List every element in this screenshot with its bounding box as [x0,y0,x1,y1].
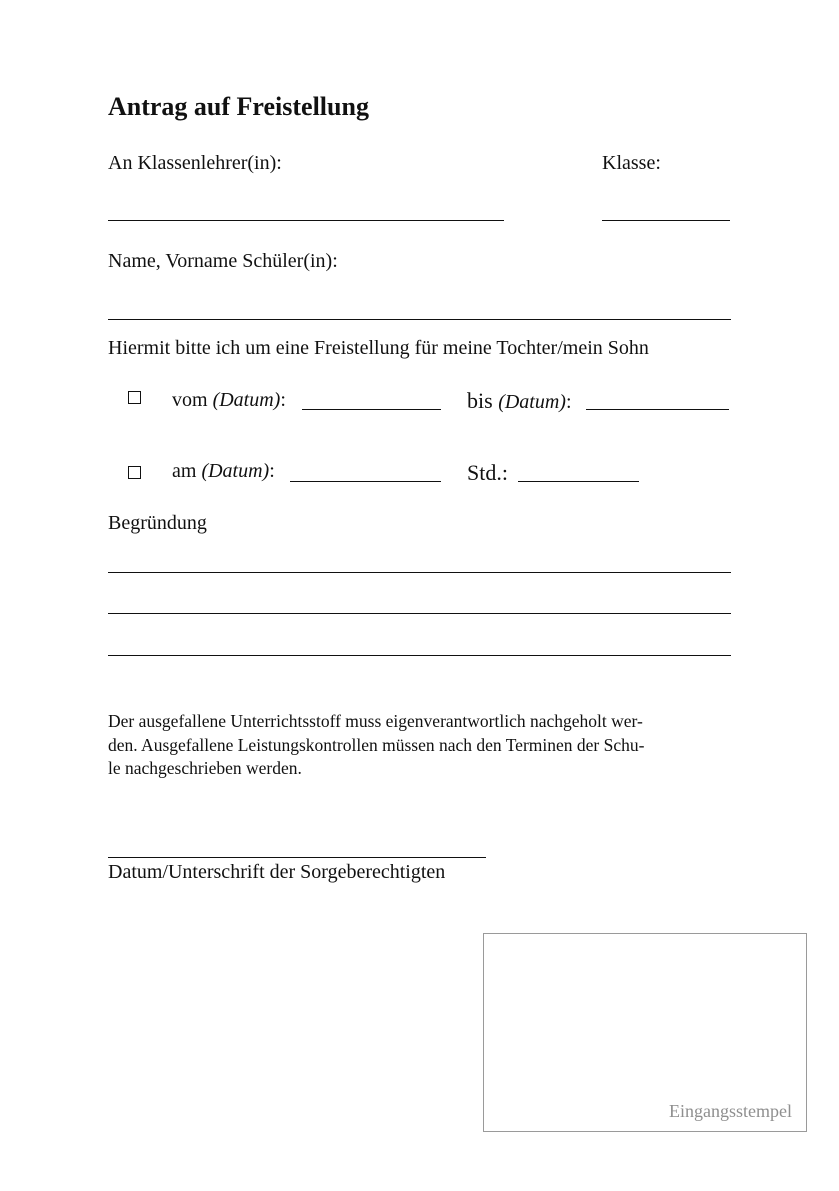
notice-text [108,710,644,781]
signature-field[interactable] [108,857,486,858]
checkbox-date-range[interactable] [128,391,141,404]
request-text: Hiermit bitte ich um eine Freistellung für meine Tochter/mein Sohn [108,337,649,359]
reason-line-2[interactable] [108,613,731,614]
student-label: Name, Vorname Schüler(in): [108,250,338,272]
to-date-label: bis (Datum): [467,388,572,413]
from-date-label: vom (Datum): [172,389,286,411]
notice-line: le nachgeschrieben werden. [108,758,302,778]
reason-line-3[interactable] [108,655,731,656]
day-date-field[interactable] [290,481,441,482]
teacher-field[interactable] [108,220,504,221]
signature-label: Datum/Unterschrift der Sorgeberechtigten [108,861,446,883]
student-name-field[interactable] [108,319,731,320]
day-date-label: am (Datum): [172,460,275,482]
hours-label: Std.: [467,460,508,485]
reason-label: Begründung [108,512,207,534]
reason-line-1[interactable] [108,572,731,573]
hours-field[interactable] [518,481,639,482]
class-label: Klasse: [602,152,661,174]
from-date-field[interactable] [302,409,441,410]
class-field[interactable] [602,220,730,221]
notice-line: den. Ausgefallene Leistungskontrollen müssen nach den Terminen der Schu- [108,734,645,755]
checkbox-single-day[interactable] [128,466,141,479]
to-date-field[interactable] [586,409,729,410]
form-title: Antrag auf Freistellung [108,92,369,121]
teacher-label: An Klassenlehrer(in): [108,152,282,174]
notice-line: Der ausgefallene Unterrichtsstoff muss eigenverantwortlich nachgeholt wer- [108,711,643,731]
stamp-label: Eingangsstempel [669,1101,792,1121]
stamp-box [483,933,807,1132]
